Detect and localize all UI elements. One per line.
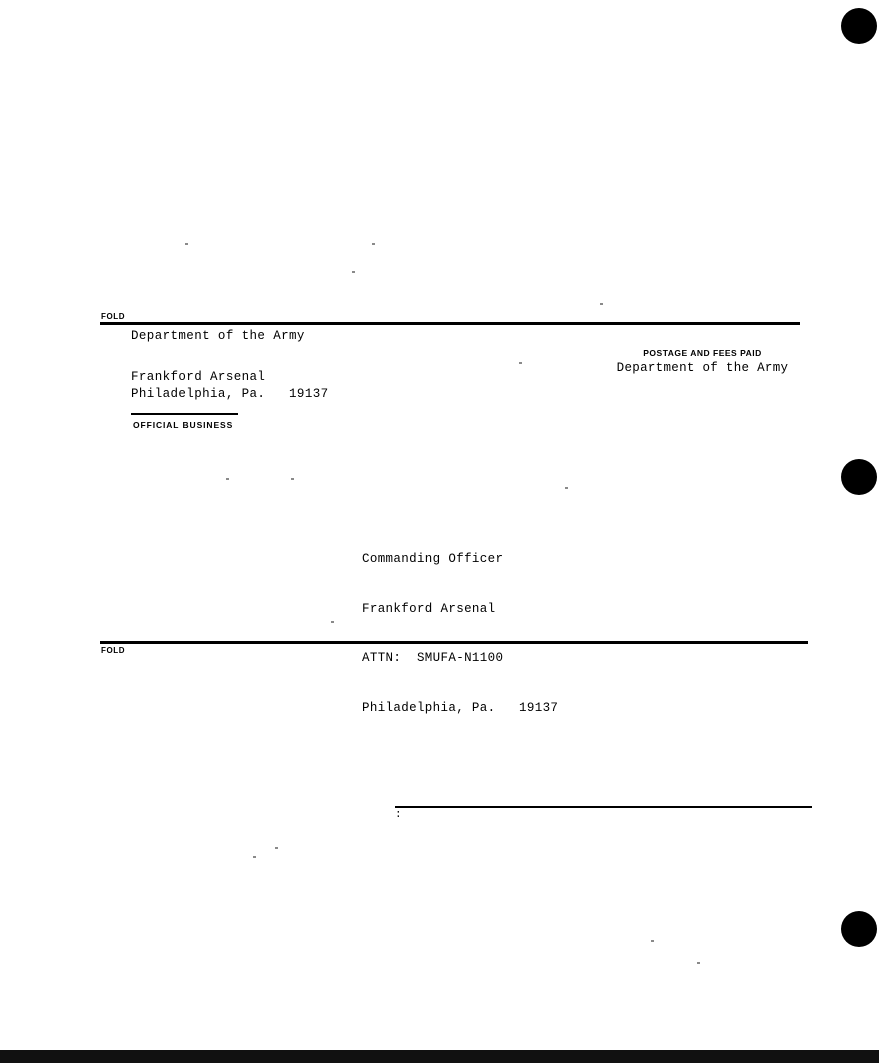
fold-line-top	[100, 322, 800, 325]
lower-horizontal-rule	[395, 806, 812, 808]
mailing-address-line-1: Commanding Officer	[362, 552, 504, 566]
scan-speck	[331, 621, 334, 623]
scan-speck	[697, 962, 700, 964]
scan-speck	[253, 856, 256, 858]
scan-speck	[352, 271, 355, 273]
fold-label-bottom: FOLD	[101, 646, 126, 655]
mailing-address-line-4: Philadelphia, Pa. 19137	[362, 700, 559, 715]
punch-hole-icon	[841, 911, 877, 947]
scan-speck	[519, 362, 522, 364]
spacer	[131, 345, 329, 369]
postage-paid-text: POSTAGE AND FEES PAID	[643, 348, 762, 358]
fold-line-bottom	[100, 641, 808, 644]
return-address-department: Department of the Army	[131, 329, 305, 343]
mailing-address-block	[362, 518, 558, 749]
mailing-address-line-2: Frankford Arsenal	[362, 601, 496, 616]
scan-speck	[291, 478, 294, 480]
scan-speck	[600, 303, 603, 305]
scan-speck	[226, 478, 229, 480]
punch-hole-icon	[841, 8, 877, 44]
scan-speck	[651, 940, 654, 942]
official-business-notice: OFFICIAL BUSINESS	[133, 420, 234, 430]
return-address-block	[131, 328, 329, 403]
mailing-address-line-3: ATTN: SMUFA-N1100	[362, 651, 504, 665]
lower-rule-tick-mark: :	[395, 809, 402, 821]
postage-indicia-block	[610, 348, 795, 375]
scan-speck	[372, 243, 375, 245]
official-business-rule	[131, 413, 238, 415]
fold-label-top: FOLD	[101, 312, 126, 321]
scan-speck	[565, 487, 568, 489]
return-address-city-state-zip: Philadelphia, Pa. 19137	[131, 387, 329, 401]
page-bottom-edge	[0, 1050, 879, 1063]
return-address-organization: Frankford Arsenal	[131, 370, 266, 384]
scan-speck	[275, 847, 278, 849]
scan-speck	[185, 243, 188, 245]
postage-agency-text: Department of the Army	[616, 361, 789, 375]
punch-hole-icon	[841, 459, 877, 495]
